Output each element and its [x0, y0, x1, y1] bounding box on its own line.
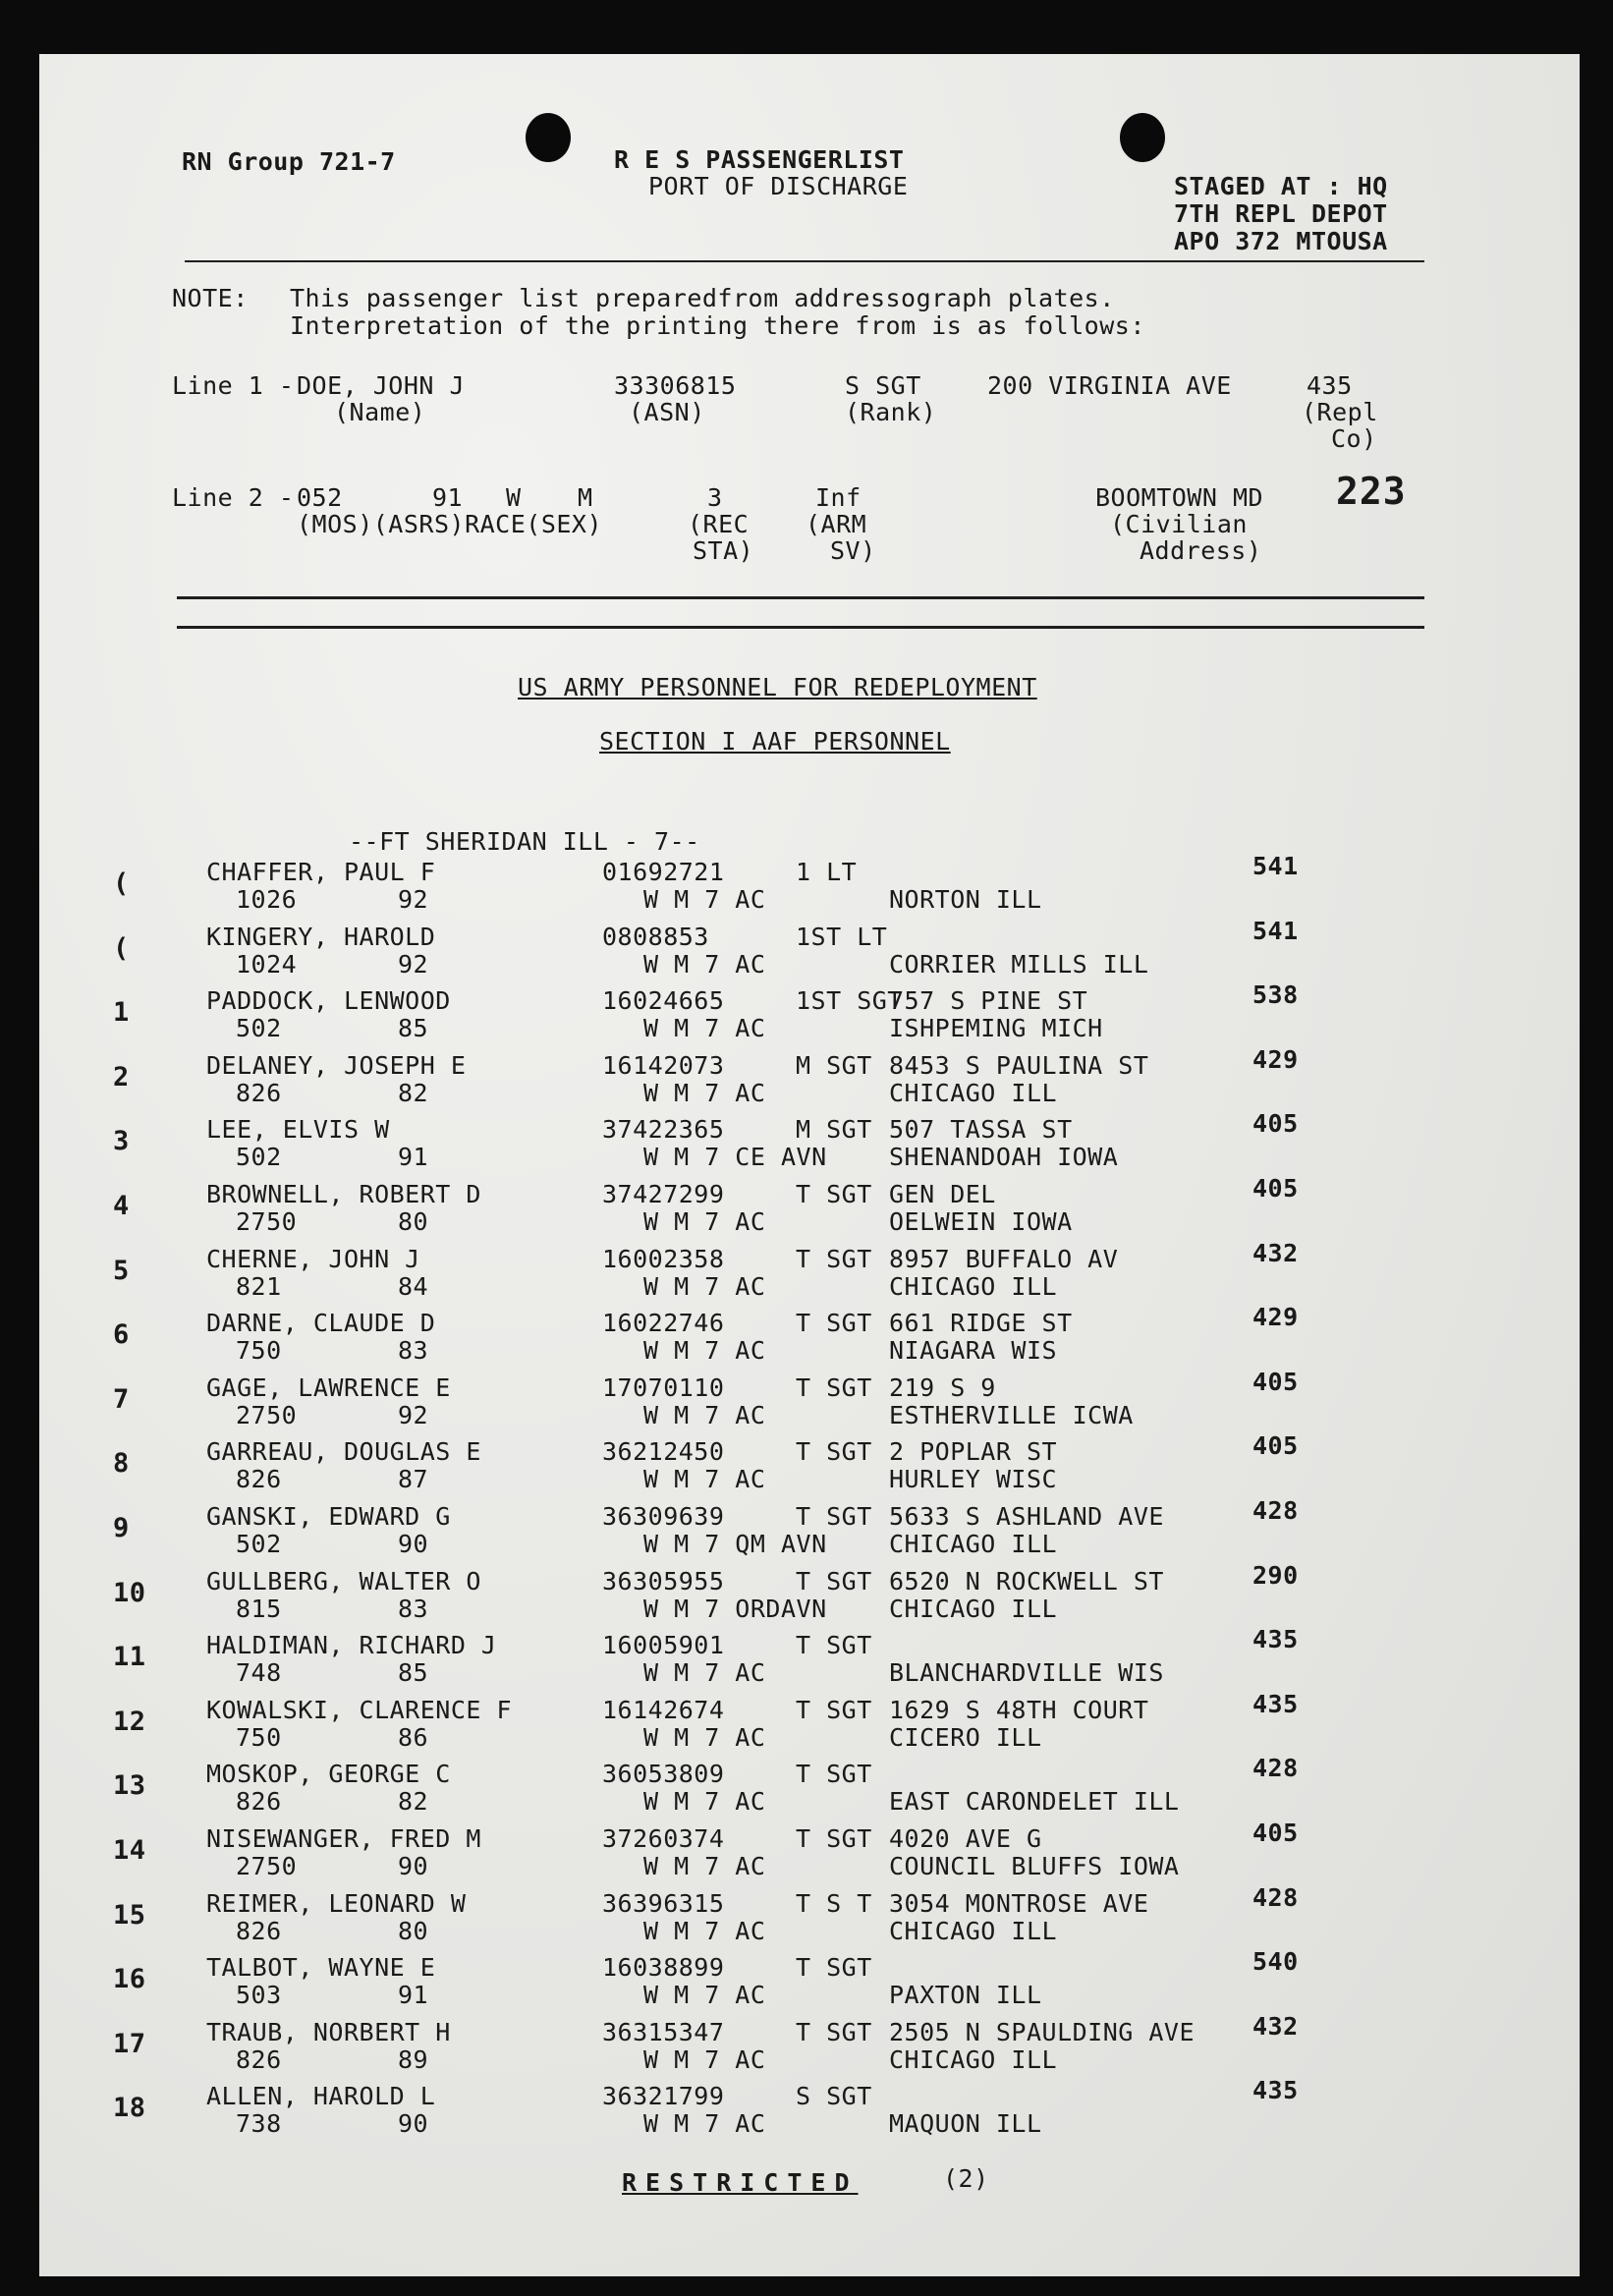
entry-addr1: 2 POPLAR ST	[889, 1437, 1058, 1467]
entry-addr2: NIAGARA WIS	[889, 1336, 1058, 1366]
entry-name: TALBOT, WAYNE E	[206, 1953, 436, 1983]
entry-num: 1	[113, 997, 130, 1029]
entry-num: 16	[113, 1964, 146, 1995]
entry-name: HALDIMAN, RICHARD J	[206, 1631, 497, 1660]
entry-mos: 1024	[236, 949, 298, 979]
entry-mos: 826	[236, 1787, 282, 1817]
entry-asn: 16038899	[602, 1953, 725, 1983]
entry-rank: T SGT	[796, 1953, 872, 1983]
entry-addr2: CHICAGO ILL	[889, 1078, 1058, 1107]
entry-co: 428	[1252, 1754, 1299, 1783]
legend-line1-co-caption1: (Repl	[1302, 398, 1378, 426]
legend-line1-rank-caption: (Rank)	[845, 398, 937, 426]
entry-asn: 16142674	[602, 1695, 725, 1724]
entry-asrs: 82	[398, 1787, 429, 1817]
entry-addr1: 757 S PINE ST	[889, 986, 1088, 1016]
entry-rank: T SGT	[796, 1566, 872, 1596]
entry-name: GANSKI, EDWARD G	[206, 1502, 451, 1531]
legend-line2-number: 223	[1336, 470, 1407, 513]
entry-asrs: 84	[398, 1271, 429, 1301]
restricted-stamp: RESTRICTED	[622, 2168, 859, 2197]
entry-line2: W M 7 AC	[643, 1981, 766, 2010]
entry-co: 405	[1252, 1109, 1299, 1139]
entry-rank: T SGT	[796, 1309, 872, 1338]
entry-rank: M SGT	[796, 1115, 872, 1145]
entry-addr2: CHICAGO ILL	[889, 1594, 1058, 1623]
entry-rank: T SGT	[796, 1180, 872, 1208]
entry-num: (	[113, 868, 130, 899]
entry-co: 405	[1252, 1819, 1299, 1847]
entry-asrs: 86	[398, 1722, 429, 1752]
entry-name: ALLEN, HAROLD L	[206, 2082, 436, 2111]
entry-rank: T SGT	[796, 1372, 872, 1402]
entry-rank: S SGT	[796, 2082, 872, 2111]
entry-num: 2	[113, 1061, 130, 1092]
entry-name: BROWNELL, ROBERT D	[206, 1180, 481, 1208]
entry-asrs: 89	[398, 2044, 429, 2074]
entry-line2: W M 7 AC	[643, 1465, 766, 1494]
entry-rank: T SGT	[796, 1824, 872, 1853]
entry-rank: T SGT	[796, 1437, 872, 1467]
entry-co: 428	[1252, 1496, 1299, 1525]
note-line1: This passenger list preparedfrom addressograph plates.	[290, 284, 1115, 312]
entry-asn: 16002358	[602, 1244, 725, 1273]
entry-line2: W M 7 AC	[643, 1078, 766, 1107]
group-label: RN Group 721-7	[182, 147, 396, 176]
group-heading: --FT SHERIDAN ILL - 7--	[349, 827, 700, 856]
entry-num: 8	[113, 1448, 130, 1480]
legend-rule-top	[177, 596, 1424, 599]
entry-line2: W M 7 AC	[643, 1722, 766, 1752]
section-subtitle: SECTION I AAF PERSONNEL	[599, 727, 951, 756]
entry-name: MOSKOP, GEORGE C	[206, 1760, 451, 1789]
entry-rank: 1ST LT	[796, 922, 888, 951]
entry-line2: W M 7 CE AVN	[643, 1143, 827, 1172]
entry-asrs: 90	[398, 1530, 429, 1558]
entry-name: CHAFFER, PAUL F	[206, 858, 436, 886]
legend-line2-arm-caption1: (ARM	[806, 510, 867, 538]
legend-line2-rec-caption2: STA)	[693, 536, 754, 565]
entry-rank: T SGT	[796, 1502, 872, 1531]
entry-co: 429	[1252, 1044, 1299, 1074]
entry-co: 405	[1252, 1174, 1299, 1203]
entry-line2: W M 7 AC	[643, 1658, 766, 1688]
entry-num: 18	[113, 2093, 146, 2124]
entry-mos: 2750	[236, 1852, 298, 1880]
entry-mos: 502	[236, 1014, 282, 1043]
entry-line2: W M 7 AC	[643, 2044, 766, 2074]
entry-line2: W M 7 AC	[643, 949, 766, 979]
entry-line2: W M 7 AC	[643, 1207, 766, 1236]
entry-mos: 826	[236, 1916, 282, 1945]
legend-line1-rank: S SGT	[845, 371, 921, 400]
entry-rank: 1ST SGT	[796, 986, 903, 1016]
legend-line2-race: W	[506, 483, 522, 512]
entry-asrs: 92	[398, 885, 429, 914]
entry-addr2: CHICAGO ILL	[889, 1271, 1058, 1301]
entry-name: DARNE, CLAUDE D	[206, 1309, 436, 1338]
entry-co: 435	[1252, 1625, 1299, 1654]
entry-name: DELANEY, JOSEPH E	[206, 1050, 467, 1080]
entry-addr1: 5633 S ASHLAND AVE	[889, 1502, 1164, 1531]
entry-num: 6	[113, 1319, 130, 1351]
entry-asn: 36396315	[602, 1888, 725, 1918]
entry-addr2: HURLEY WISC	[889, 1465, 1058, 1494]
entry-name: GARREAU, DOUGLAS E	[206, 1437, 481, 1467]
entry-asn: 16022746	[602, 1309, 725, 1338]
section-title: US ARMY PERSONNEL FOR REDEPLOYMENT	[518, 673, 1037, 701]
entry-num: 10	[113, 1577, 146, 1608]
entry-addr2: MAQUON ILL	[889, 2109, 1042, 2139]
entry-rank: T SGT	[796, 1631, 872, 1660]
entry-addr2: NORTON ILL	[889, 885, 1042, 914]
entry-addr1: 6520 N ROCKWELL ST	[889, 1566, 1164, 1596]
legend-line2-label: Line 2 -	[172, 483, 295, 512]
entry-addr2: OELWEIN IOWA	[889, 1207, 1073, 1236]
entry-addr1: 2505 N SPAULDING AVE	[889, 2017, 1196, 2046]
entry-rank: T SGT	[796, 2017, 872, 2046]
entry-mos: 821	[236, 1271, 282, 1301]
entry-asn: 36309639	[602, 1502, 725, 1531]
entry-co: 540	[1252, 1947, 1299, 1977]
legend-line2-mos: 052	[297, 483, 343, 512]
entry-asn: 16142073	[602, 1050, 725, 1080]
entry-mos: 826	[236, 1078, 282, 1107]
entry-mos: 1026	[236, 885, 298, 914]
punch-hole-right	[1120, 113, 1165, 162]
entry-num: 12	[113, 1706, 146, 1737]
entry-rank: T SGT	[796, 1695, 872, 1724]
title-line1: R E S PASSENGERLIST	[614, 145, 905, 174]
entry-asrs: 80	[398, 1207, 429, 1236]
entry-line2: W M 7 AC	[643, 1400, 766, 1429]
legend-line2-arm: Inf	[815, 483, 862, 512]
legend-line2-city-caption2: Address)	[1140, 536, 1262, 565]
entry-asrs: 91	[398, 1981, 429, 2010]
legend-line2-city-caption1: (Civilian	[1110, 510, 1248, 538]
legend-line1-co-caption2: Co)	[1331, 424, 1377, 453]
entry-addr1: 3054 MONTROSE AVE	[889, 1888, 1149, 1918]
entry-addr1: 219 S 9	[889, 1372, 996, 1402]
entry-addr2: PAXTON ILL	[889, 1981, 1042, 2010]
entry-mos: 826	[236, 1465, 282, 1494]
entry-num: 9	[113, 1513, 130, 1543]
entry-line2: W M 7 AC	[643, 2109, 766, 2139]
entry-addr2: ISHPEMING MICH	[889, 1014, 1103, 1043]
entry-asrs: 91	[398, 1143, 429, 1172]
entry-mos: 815	[236, 1594, 282, 1623]
entry-mos: 750	[236, 1336, 282, 1366]
entry-num: 3	[113, 1126, 130, 1157]
entry-asn: 36315347	[602, 2017, 725, 2046]
entry-addr2: EAST CARONDELET ILL	[889, 1787, 1180, 1817]
punch-hole-left	[526, 113, 571, 162]
entry-name: KINGERY, HAROLD	[206, 922, 436, 951]
legend-line1-co: 435	[1307, 371, 1353, 400]
entry-num: 5	[113, 1255, 130, 1286]
legend-line2-rec-caption1: (REC	[688, 510, 750, 538]
entry-name: KOWALSKI, CLARENCE F	[206, 1695, 513, 1724]
entry-name: LEE, ELVIS W	[206, 1115, 390, 1145]
entry-num: 11	[113, 1642, 146, 1673]
entry-rank: T SGT	[796, 1760, 872, 1789]
entry-mos: 2750	[236, 1400, 298, 1429]
entry-num: 14	[113, 1835, 146, 1866]
entry-addr2: CICERO ILL	[889, 1722, 1042, 1752]
staged-line1: STAGED AT : HQ	[1174, 172, 1388, 200]
legend-line2-city: BOOMTOWN MD	[1095, 483, 1264, 512]
entry-line2: W M 7 AC	[643, 1787, 766, 1817]
legend-rule-bottom	[177, 626, 1424, 629]
entry-line2: W M 7 AC	[643, 1271, 766, 1301]
entry-line2: W M 7 AC	[643, 1014, 766, 1043]
entry-asn: 37427299	[602, 1180, 725, 1208]
entry-co: 541	[1252, 852, 1299, 880]
entry-asrs: 80	[398, 1916, 429, 1945]
legend-line1-address: 200 VIRGINIA AVE	[987, 371, 1232, 400]
legend-line2-rec: 3	[707, 483, 723, 512]
entry-name: PADDOCK, LENWOOD	[206, 986, 451, 1016]
entry-asrs: 92	[398, 949, 429, 979]
header-rule	[185, 260, 1424, 262]
legend-line2-captions: (MOS)(ASRS)RACE(SEX)	[297, 510, 603, 538]
entry-co: 432	[1252, 1238, 1299, 1267]
entry-mos: 2750	[236, 1207, 298, 1236]
legend-line1-asn: 33306815	[614, 371, 737, 400]
entry-co: 405	[1252, 1367, 1299, 1396]
entry-co: 428	[1252, 1882, 1299, 1912]
entry-line2: W M 7 AC	[643, 1336, 766, 1366]
entry-co: 541	[1252, 916, 1299, 945]
entry-name: CHERNE, JOHN J	[206, 1244, 420, 1273]
legend-line1-name-caption: (Name)	[334, 398, 426, 426]
entry-asn: 37422365	[602, 1115, 725, 1145]
entry-line2: W M 7 AC	[643, 1852, 766, 1880]
entry-mos: 738	[236, 2109, 282, 2139]
entry-mos: 750	[236, 1722, 282, 1752]
entry-co: 290	[1252, 1560, 1299, 1590]
entry-addr1: GEN DEL	[889, 1180, 996, 1208]
entry-rank: M SGT	[796, 1050, 872, 1080]
entry-mos: 826	[236, 2044, 282, 2074]
staged-line3: APO 372 MTOUSA	[1174, 227, 1388, 255]
entry-addr1: 8957 BUFFALO AV	[889, 1244, 1119, 1273]
entry-asrs: 85	[398, 1014, 429, 1043]
entry-co: 538	[1252, 980, 1299, 1010]
entry-addr1: 4020 AVE G	[889, 1824, 1042, 1853]
entry-addr2: CHICAGO ILL	[889, 1916, 1058, 1945]
entry-name: NISEWANGER, FRED M	[206, 1824, 481, 1853]
entry-asrs: 85	[398, 1658, 429, 1688]
entry-mos: 502	[236, 1530, 282, 1558]
document-page	[39, 54, 1580, 2276]
entry-asn: 17070110	[602, 1372, 725, 1402]
entry-co: 405	[1252, 1431, 1299, 1461]
entry-num: 13	[113, 1770, 146, 1802]
entry-co: 435	[1252, 2076, 1299, 2105]
note-line2: Interpretation of the printing there from is as follows:	[290, 311, 1145, 340]
entry-asn: 0808853	[602, 922, 709, 951]
entry-rank: 1 LT	[796, 858, 858, 886]
entry-asn: 16024665	[602, 986, 725, 1016]
entry-name: REIMER, LEONARD W	[206, 1888, 467, 1918]
entry-name: TRAUB, NORBERT H	[206, 2017, 451, 2046]
entry-addr2: SHENANDOAH IOWA	[889, 1143, 1119, 1172]
entry-addr2: CHICAGO ILL	[889, 1530, 1058, 1558]
entry-asrs: 90	[398, 1852, 429, 1880]
entry-asrs: 83	[398, 1594, 429, 1623]
legend-line2-asrs: 91	[432, 483, 464, 512]
note-label: NOTE:	[172, 284, 249, 312]
entry-asn: 36321799	[602, 2082, 725, 2111]
entry-addr2: CHICAGO ILL	[889, 2044, 1058, 2074]
entry-addr1: 8453 S PAULINA ST	[889, 1050, 1149, 1080]
page-number: (2)	[943, 2164, 989, 2193]
entry-asn: 37260374	[602, 1824, 725, 1853]
entry-addr2: ESTHERVILLE ICWA	[889, 1400, 1134, 1429]
entry-line2: W M 7 AC	[643, 885, 766, 914]
entry-asn: 16005901	[602, 1631, 725, 1660]
entry-name: GAGE, LAWRENCE E	[206, 1372, 451, 1402]
entry-asrs: 90	[398, 2109, 429, 2139]
legend-line2-sex: M	[578, 483, 593, 512]
title-line2: PORT OF DISCHARGE	[648, 172, 909, 200]
legend-line1-name: DOE, JOHN J	[297, 371, 466, 400]
entry-asn: 36305955	[602, 1566, 725, 1596]
entry-num: 7	[113, 1383, 130, 1415]
entry-num: 17	[113, 2028, 146, 2059]
entry-addr1: 661 RIDGE ST	[889, 1309, 1073, 1338]
entry-asrs: 87	[398, 1465, 429, 1494]
entry-addr2: COUNCIL BLUFFS IOWA	[889, 1852, 1180, 1880]
entry-mos: 748	[236, 1658, 282, 1688]
entry-rank: T SGT	[796, 1244, 872, 1273]
entry-line2: W M 7 QM AVN	[643, 1530, 827, 1558]
entry-line2: W M 7 AC	[643, 1916, 766, 1945]
entry-num: 15	[113, 1899, 146, 1931]
entry-mos: 503	[236, 1981, 282, 2010]
entry-addr1: 507 TASSA ST	[889, 1115, 1073, 1145]
entry-line2: W M 7 ORDAVN	[643, 1594, 827, 1623]
entry-num: 4	[113, 1191, 130, 1221]
entry-addr2: BLANCHARDVILLE WIS	[889, 1658, 1164, 1688]
entry-num: (	[113, 932, 130, 964]
entry-asn: 36212450	[602, 1437, 725, 1467]
entry-co: 432	[1252, 2011, 1299, 2041]
entry-name: GULLBERG, WALTER O	[206, 1566, 481, 1596]
legend-line1-asn-caption: (ASN)	[629, 398, 705, 426]
legend-line2-arm-caption2: SV)	[830, 536, 876, 565]
entry-asn: 01692721	[602, 858, 725, 886]
entry-rank: T S T	[796, 1888, 872, 1918]
entry-mos: 502	[236, 1143, 282, 1172]
entry-asn: 36053809	[602, 1760, 725, 1789]
entry-asrs: 82	[398, 1078, 429, 1107]
staged-line2: 7TH REPL DEPOT	[1174, 199, 1388, 228]
entry-asrs: 92	[398, 1400, 429, 1429]
entry-co: 429	[1252, 1303, 1299, 1332]
entry-addr1: 1629 S 48TH COURT	[889, 1695, 1149, 1724]
entry-addr2: CORRIER MILLS ILL	[889, 949, 1149, 979]
entry-co: 435	[1252, 1689, 1299, 1718]
legend-line1-label: Line 1 -	[172, 371, 295, 400]
entry-asrs: 83	[398, 1336, 429, 1366]
